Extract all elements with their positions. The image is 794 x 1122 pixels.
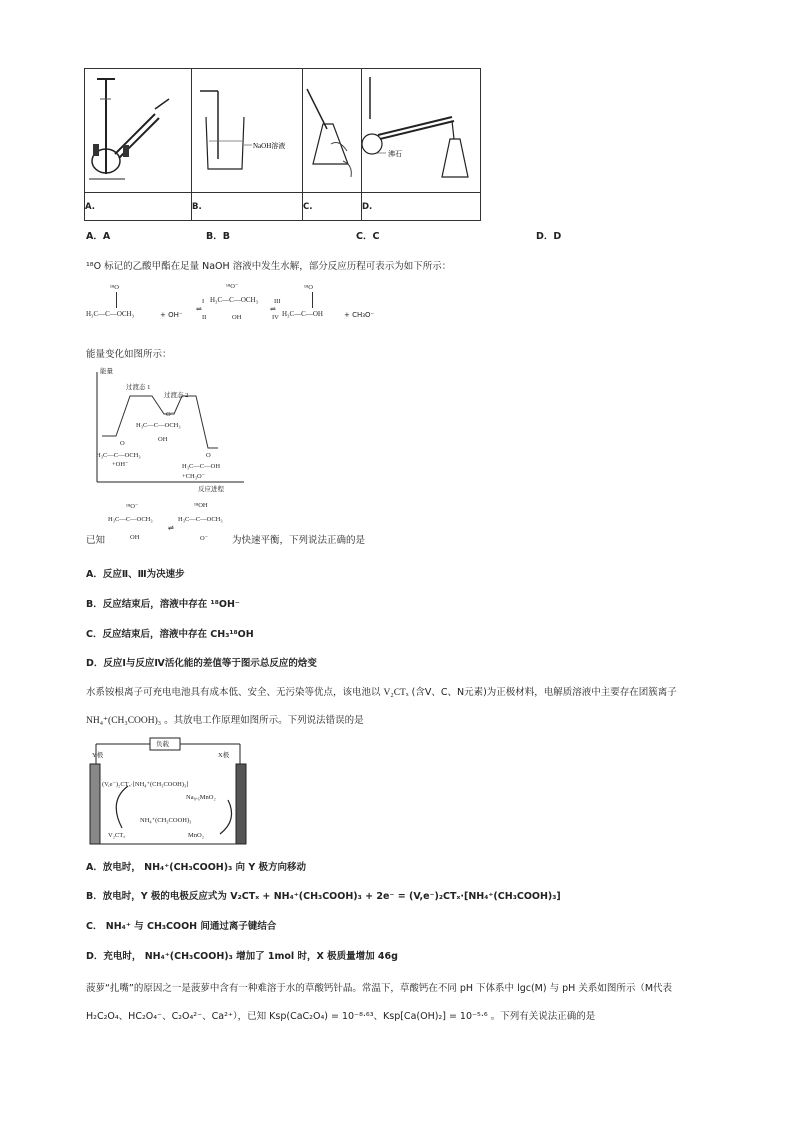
acid-formula: H₃C—C—OH: [282, 310, 323, 318]
apparatus-d-cell: [362, 69, 481, 193]
ester-formula: H₃C—C—OCH₃: [86, 310, 135, 318]
q3-intro-line2: NH₄⁺(CH₃COOH)₃ 。其放电工作原理如图所示。下列说法错误的是: [86, 715, 364, 726]
label-d: D.: [362, 201, 373, 212]
naoh-label: NaOH溶液: [253, 142, 286, 150]
q2-energy-intro: 能量变化如图所示：: [86, 349, 172, 360]
q3-option-d: D．充电时， NH₄⁺(CH₃COOH)₃ 增加了 1mol 时，X 极质量增加 46g: [86, 951, 398, 962]
q1-option-c: C．C: [356, 231, 380, 242]
intermediate-formula: H₃C—C—OCH₃: [210, 296, 259, 304]
q1-option-d: D．D: [536, 231, 562, 242]
boiling-stone-label: 沸石: [388, 150, 402, 158]
q3-option-a: A．放电时， NH₄⁺(CH₃COOH)₃ 向 Y 极方向移动: [86, 862, 307, 873]
apparatus-b-drawing: [192, 69, 302, 189]
q4-line1: 菠萝“扎嘴”的原因之一是菠萝中含有一种难溶于水的草酸钙针晶。常温下，草酸钙在不同 pH 下体系中 lgc(M) 与 pH 关系如图所示（M代表: [86, 983, 673, 994]
q2-known: 已知 ¹⁸O⁻ H₃C—C—OCH₃ OH ⇌ ¹⁸OH H₃C—C—OCH₃ O⁻ 为快速平衡，下列说法正确的是: [86, 502, 366, 546]
apparatus-c-drawing: [303, 69, 361, 189]
apparatus-b-cell: [192, 69, 303, 193]
apparatus-a-drawing: [85, 69, 191, 189]
battery-diagram: 负载 Y极 X极 (V,e⁻)₂CTₓ·[NH₄⁺(CH₃COOH)₃] Na₀.₆MnO₂ NH₄⁺(CH₃COOH)₃ V₂CTₓ MnO₂: [88, 736, 250, 846]
q2-option-b: B．反应结束后，溶液中存在 ¹⁸OH⁻: [86, 599, 240, 610]
q3-option-c: C． NH₄⁺ 与 CH₃COOH 间通过离子键结合: [86, 921, 277, 932]
q2-option-d: D．反应Ⅰ与反应Ⅳ活化能的差值等于图示总反应的焓变: [86, 658, 317, 669]
q2-equation: ¹⁸O H₃C—C—OCH₃ + OH⁻ I ⇌ II ¹⁸O⁻ H₃C—C—OCH₃ OH III ⇌ IV ¹⁸O H₃C—C—OH + CH₃O⁻: [86, 283, 375, 321]
q2-option-c: C．反应结束后，溶液中存在 CH₃¹⁸OH: [86, 629, 254, 640]
q2-option-a: A．反应Ⅱ、Ⅲ为决速步: [86, 569, 185, 580]
apparatus-table: [84, 68, 481, 221]
label-c: C.: [303, 201, 313, 212]
energy-diagram: 能量 过渡态 1 过渡态 2 O⁻ H₃C—C—OCH₃ OH O H₃C—C—OCH₃ +OH⁻ O H₃C—C—OH +CH₃O⁻ 反应进程: [94, 366, 254, 496]
energy-diagram-axes: [94, 366, 254, 496]
apparatus-c-cell: [303, 69, 362, 193]
q1-option-b: B．B: [206, 231, 230, 242]
q2-intro: ¹⁸O 标记的乙酸甲酯在足量 NaOH 溶液中发生水解，部分反应历程可表示为如下所示：: [86, 261, 452, 272]
apparatus-a-cell: [85, 69, 192, 193]
label-a: A.: [85, 201, 95, 212]
q1-option-a: A．A: [86, 231, 111, 242]
q3-intro-line1: 水系铵根离子可充电电池具有成本低、安全、无污染等优点，该电池以 V₂CTₓ (含V、C、N元素)为正极材料，电解质溶液中主要存在团簇离子: [86, 687, 677, 698]
q4-line2: H₂C₂O₄、HC₂O₄⁻、C₂O₄²⁻、Ca²⁺），已知 Ksp(CaC₂O₄) = 10⁻⁸·⁶³、Ksp[Ca(OH)₂] = 10⁻⁵·⁶ 。下列有关说法正确的是: [86, 1011, 596, 1022]
q3-option-b: B．放电时，Y 极的电极反应式为 V₂CTₓ + NH₄⁺(CH₃COOH)₃ + 2e⁻ = (V,e⁻)₂CTₓ·[NH₄⁺(CH₃COOH)₃]: [86, 891, 561, 902]
apparatus-d-drawing: [362, 69, 480, 189]
label-b: B.: [192, 201, 202, 212]
